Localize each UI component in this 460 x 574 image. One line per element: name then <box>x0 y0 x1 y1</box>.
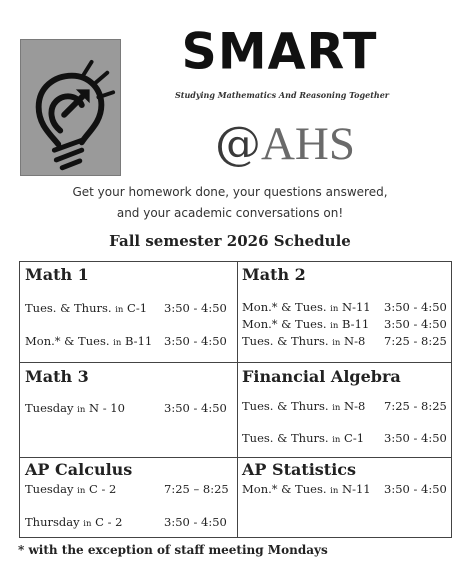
intro-text <box>30 182 430 224</box>
cell-title: Math 2 <box>242 265 306 284</box>
intro-line-1: Get your homework done, your questions answered, <box>72 185 388 199</box>
schedule-row <box>25 481 235 499</box>
row-room: N-11 <box>342 482 371 496</box>
schedule-row <box>25 514 235 532</box>
row-days: Tues. & Thurs. <box>242 431 329 445</box>
row-in: in <box>332 338 341 348</box>
school-name <box>202 115 368 172</box>
row-in: in <box>115 305 124 315</box>
row-room: B-11 <box>342 317 370 331</box>
row-room: N-8 <box>344 334 366 348</box>
row-in: in <box>330 321 339 331</box>
cell-title: AP Calculus <box>25 460 133 479</box>
tagline: Studying Mathematics And Reasoning Together <box>174 90 390 100</box>
row-time: 7:25 - 8:25 <box>384 334 447 348</box>
row-in: in <box>113 338 122 348</box>
lightbulb-arrow-icon <box>21 40 120 175</box>
row-time: 7:25 - 8:25 <box>384 399 447 413</box>
row-days: Mon.* & Tues. <box>242 482 327 496</box>
school-abbrev: AHS <box>260 118 356 170</box>
schedule-row <box>242 299 450 317</box>
grid-divider-vertical <box>237 262 238 537</box>
schedule-row <box>25 300 235 318</box>
row-in: in <box>77 405 86 415</box>
page-title: SMART <box>181 22 378 81</box>
schedule-heading: Fall semester 2026 Schedule <box>109 232 351 250</box>
row-time: 7:25 – 8:25 <box>164 482 229 496</box>
schedule-row <box>25 333 235 351</box>
row-in: in <box>332 403 341 413</box>
footnote: * with the exception of staff meeting Mondays <box>18 543 328 557</box>
row-days: Tuesday <box>25 401 74 415</box>
row-days: Mon.* & Tues. <box>242 300 327 314</box>
schedule-grid <box>19 261 452 538</box>
row-time: 3:50 - 4:50 <box>164 515 227 529</box>
row-time: 3:50 - 4:50 <box>164 334 227 348</box>
at-symbol: @ <box>214 116 261 170</box>
row-room: C - 2 <box>95 515 123 529</box>
intro-line-2: and your academic conversations on! <box>116 206 344 220</box>
row-in: in <box>332 435 341 445</box>
row-time: 3:50 - 4:50 <box>384 317 447 331</box>
cell-title: Math 3 <box>25 367 89 386</box>
schedule-row <box>242 398 450 416</box>
row-days: Tuesday <box>25 482 74 496</box>
row-days: Tues. & Thurs. <box>242 399 329 413</box>
row-room: N-8 <box>344 399 366 413</box>
cell-title: Financial Algebra <box>242 367 401 386</box>
row-in: in <box>83 519 92 529</box>
row-time: 3:50 - 4:50 <box>384 431 447 445</box>
row-in: in <box>330 304 339 314</box>
schedule-row <box>242 430 450 448</box>
row-in: in <box>330 486 339 496</box>
schedule-row <box>242 316 450 334</box>
row-time: 3:50 - 4:50 <box>164 301 227 315</box>
schedule-row <box>25 400 235 418</box>
row-days: Tues. & Thurs. <box>242 334 329 348</box>
row-room: C-1 <box>344 431 365 445</box>
grid-divider-row2 <box>20 457 451 458</box>
row-days: Mon.* & Tues. <box>242 317 327 331</box>
row-days: Thursday <box>25 515 80 529</box>
row-days: Mon.* & Tues. <box>25 334 110 348</box>
row-days: Tues. & Thurs. <box>25 301 112 315</box>
row-time: 3:50 - 4:50 <box>384 300 447 314</box>
cell-title: Math 1 <box>25 265 89 284</box>
smart-logo <box>20 39 121 176</box>
schedule-row <box>242 481 450 499</box>
row-room: N - 10 <box>89 401 125 415</box>
row-room: N-11 <box>342 300 371 314</box>
cell-title: AP Statistics <box>242 460 357 479</box>
grid-divider-row1 <box>20 362 451 363</box>
row-time: 3:50 - 4:50 <box>384 482 447 496</box>
schedule-row <box>242 333 450 351</box>
row-room: C - 2 <box>89 482 117 496</box>
row-in: in <box>77 486 86 496</box>
row-time: 3:50 - 4:50 <box>164 401 227 415</box>
row-room: B-11 <box>125 334 153 348</box>
row-room: C-1 <box>127 301 148 315</box>
